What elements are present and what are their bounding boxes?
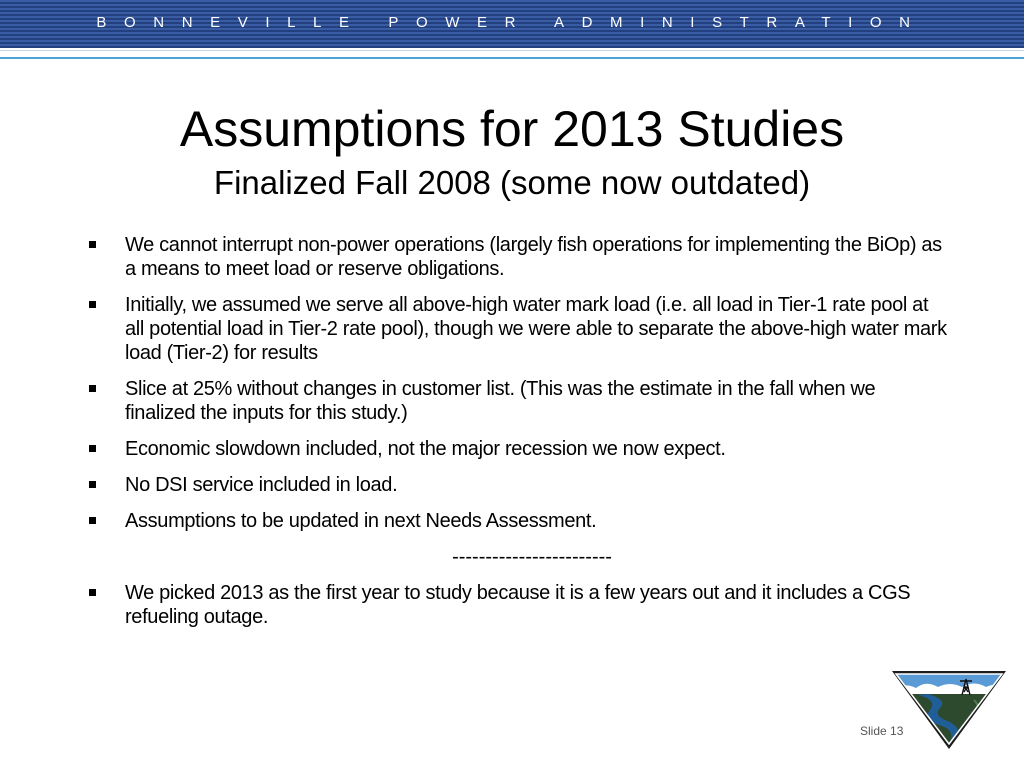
bullet-text: No DSI service included in load. [125,474,398,496]
organization-name: BONNEVILLE POWER ADMINISTRATION [96,14,928,31]
bullet-square-icon [89,241,96,248]
bullet-square-icon [89,481,96,488]
bullet-text: We cannot interrupt non-power operations (largely fish operations for implementing the BiOp) as a means to meet load or reserve obligations. [125,234,942,280]
bullet-item [87,233,947,281]
bullet-text: Slice at 25% without changes in customer list. (This was the estimate in the fall when we finalized the inputs for this study.) [125,378,876,424]
slide-number: Slide 13 [860,724,904,738]
bullet-text: Assumptions to be updated in next Needs Assessment. [125,510,597,532]
bullet-square-icon [89,589,96,596]
bullet-item [87,293,947,365]
bpa-logo-icon [890,668,1008,752]
bullet-item [87,377,947,425]
bullet-square-icon [89,517,96,524]
bullet-item [87,437,947,461]
bullet-list [87,233,947,641]
header-divider-thin [0,50,1024,51]
bullet-item [87,473,947,497]
bullet-item [87,509,947,533]
section-separator: ------------------------ [452,546,612,568]
bullet-square-icon [89,385,96,392]
bullet-item [87,581,947,629]
bullet-text: Economic slowdown included, not the major recession we now expect. [125,438,726,460]
bullet-square-icon [89,445,96,452]
bullet-text: We picked 2013 as the first year to study because it is a few years out and it includes a CGS refueling outage. [125,582,911,628]
header-banner [0,0,1024,48]
bullet-square-icon [89,301,96,308]
bullet-text: Initially, we assumed we serve all above-high water mark load (i.e. all load in Tier-1 rate pool at all potential load in Tier-2 rate pool), though we were able to separate the above-high water mark load (Tier-2) for results [125,294,947,364]
slide-title: Assumptions for 2013 Studies [179,101,845,157]
slide-subtitle: Finalized Fall 2008 (some now outdated) [213,164,811,201]
header-divider-accent [0,57,1024,59]
